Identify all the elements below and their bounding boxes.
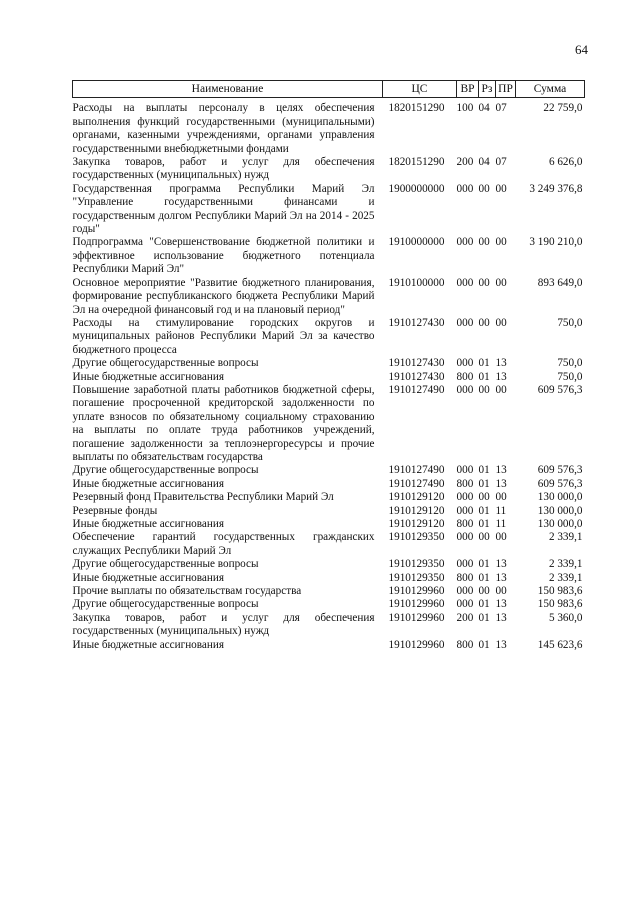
- row-pr-code: 11: [495, 504, 507, 517]
- row-cs-code: 1900000000: [388, 182, 445, 195]
- row-cs-code: 1910129350: [388, 558, 445, 571]
- row-pr-code: 00: [495, 182, 507, 195]
- row-cs-code: 1910100000: [388, 276, 445, 289]
- row-vr-code: 000: [456, 598, 474, 611]
- row-name: Другие общегосударственные вопросы: [72, 357, 259, 370]
- row-sum: 150 983,6: [537, 585, 583, 598]
- row-rz-code: 00: [478, 383, 490, 396]
- row-rz-code: 01: [478, 518, 490, 530]
- row-vr-code: 000: [456, 357, 474, 370]
- row-cs-code: 1910129960: [388, 585, 445, 598]
- row-rz-code: 00: [478, 182, 490, 195]
- page-number: 64: [575, 42, 588, 57]
- row-vr-code: 200: [456, 611, 474, 624]
- row-pr-code: 00: [495, 585, 507, 598]
- row-sum: 2 339,1: [548, 558, 583, 571]
- header-sum: Сумма: [516, 81, 585, 98]
- row-name: Прочие выплаты по обязательствам государства: [72, 585, 302, 598]
- row-name: Резервный фонд Правительства Республики Марий Эл: [72, 491, 334, 504]
- row-name: Другие общегосударственные вопросы: [72, 558, 259, 571]
- row-pr-code: 13: [495, 357, 507, 370]
- table-row: [73, 384, 585, 464]
- row-cs-code: 1820151290: [388, 156, 445, 169]
- row-rz-code: 01: [478, 611, 490, 624]
- row-sum: 750,0: [557, 370, 583, 383]
- table-row: [73, 98, 585, 156]
- table-row: [73, 371, 585, 384]
- table-row: [73, 572, 585, 585]
- row-rz-code: 00: [478, 276, 490, 289]
- budget-table: [72, 80, 585, 652]
- table-row: [73, 558, 585, 571]
- table-row: [73, 612, 585, 639]
- row-pr-code: 00: [495, 236, 507, 249]
- row-vr-code: 800: [456, 571, 474, 584]
- header-vr: ВР: [457, 81, 479, 98]
- row-name: Иные бюджетные ассигнования: [72, 571, 224, 584]
- row-pr-code: 00: [495, 491, 507, 504]
- table-row: [73, 491, 585, 504]
- row-cs-code: 1910127430: [388, 316, 445, 329]
- table-row: [73, 464, 585, 477]
- row-cs-code: 1910127490: [388, 464, 445, 477]
- row-vr-code: 800: [456, 638, 474, 651]
- row-sum: 2 339,1: [548, 531, 583, 544]
- row-vr-code: 000: [456, 531, 474, 544]
- row-name: Закупка товаров, работ и услуг для обеспечения государственных (муниципальных) нужд: [72, 611, 375, 638]
- row-rz-code: 01: [478, 638, 490, 651]
- row-name: Подпрограмма "Совершенствование бюджетной политики и эффективное использование бюджетного потенциала Республики Марий Эл": [72, 236, 375, 276]
- row-sum: 5 360,0: [548, 611, 583, 624]
- row-vr-code: 800: [456, 477, 474, 490]
- row-cs-code: 1910129960: [388, 638, 445, 651]
- row-pr-code: 13: [495, 638, 507, 651]
- row-vr-code: 000: [456, 585, 474, 598]
- row-pr-code: 07: [495, 156, 507, 169]
- row-sum: 130 000,0: [537, 518, 583, 530]
- row-vr-code: 000: [456, 383, 474, 396]
- row-cs-code: 1910129120: [388, 504, 445, 517]
- header-cs: ЦС: [383, 81, 457, 98]
- row-name: Иные бюджетные ассигнования: [72, 477, 224, 490]
- table-row: [73, 183, 585, 237]
- row-cs-code: 1910127490: [388, 383, 445, 396]
- table-header: [73, 81, 585, 98]
- row-vr-code: 000: [456, 316, 474, 329]
- row-sum: 609 576,3: [537, 464, 583, 477]
- row-sum: 893 649,0: [537, 276, 583, 289]
- row-pr-code: 00: [495, 531, 507, 544]
- row-pr-code: 13: [495, 598, 507, 611]
- header-name: Наименование: [73, 81, 383, 98]
- row-cs-code: 1910129120: [388, 491, 445, 504]
- row-rz-code: 00: [478, 236, 490, 249]
- header-rz: Рз: [479, 81, 496, 98]
- row-vr-code: 000: [456, 182, 474, 195]
- row-name: Другие общегосударственные вопросы: [72, 464, 259, 477]
- row-sum: 22 759,0: [543, 102, 583, 115]
- row-rz-code: 01: [478, 571, 490, 584]
- row-name: Основное мероприятие "Развитие бюджетного планирования, формирование республиканского бюджета Республики Марий Эл на очередной финансовый год и на плановый период": [72, 276, 375, 316]
- row-vr-code: 100: [456, 102, 474, 115]
- row-sum: 130 000,0: [537, 504, 583, 517]
- row-cs-code: 1910127490: [388, 477, 445, 490]
- row-cs-code: 1910127430: [388, 370, 445, 383]
- row-vr-code: 000: [456, 491, 474, 504]
- row-pr-code: 00: [495, 383, 507, 396]
- row-rz-code: 01: [478, 558, 490, 571]
- row-sum: 150 983,6: [537, 598, 583, 611]
- table-row: [73, 317, 585, 357]
- row-cs-code: 1910129960: [388, 598, 445, 611]
- row-rz-code: 01: [478, 464, 490, 477]
- row-sum: 609 576,3: [537, 383, 583, 396]
- row-rz-code: 01: [478, 477, 490, 490]
- row-sum: 750,0: [557, 316, 583, 329]
- row-sum: 3 249 376,8: [529, 182, 583, 195]
- row-name: Расходы на стимулирование городских округов и муниципальных районов Республики Марий Эл за качество бюджетного процесса: [72, 316, 375, 356]
- table-row: [73, 598, 585, 611]
- table-row: [73, 236, 585, 276]
- row-rz-code: 01: [478, 370, 490, 383]
- row-name: Государственная программа Республики Марий Эл "Управление государственными финансами и государственным долгом Республики Марий Эл на 2014 - 2025 годы": [72, 182, 375, 236]
- row-pr-code: 13: [495, 611, 507, 624]
- row-cs-code: 1910127430: [388, 357, 445, 370]
- row-rz-code: 00: [478, 316, 490, 329]
- row-pr-code: 13: [495, 464, 507, 477]
- row-sum: 750,0: [557, 357, 583, 370]
- row-sum: 130 000,0: [537, 491, 583, 504]
- table-row: [73, 639, 585, 652]
- table-row: [73, 518, 585, 531]
- row-name: Повышение заработной платы работников бюджетной сферы, погашение просроченной кредиторской задолженности по уплате взносов по обязательному социальному страхованию на выплаты по оплате труда работников учреждений, погашение задолженности за теплоэнергоресурсы и прочие выплаты по обязательствам государства: [72, 383, 375, 463]
- row-rz-code: 01: [478, 598, 490, 611]
- row-sum: 3 190 210,0: [529, 236, 583, 249]
- table-row: [73, 277, 585, 317]
- row-pr-code: 00: [495, 276, 507, 289]
- table-body: [73, 98, 585, 652]
- row-sum: 609 576,3: [537, 477, 583, 490]
- row-vr-code: 000: [456, 504, 474, 517]
- row-vr-code: 000: [456, 558, 474, 571]
- table-row: [73, 585, 585, 598]
- row-cs-code: 1910000000: [388, 236, 445, 249]
- row-vr-code: 000: [456, 276, 474, 289]
- table-row: [73, 357, 585, 370]
- row-pr-code: 13: [495, 558, 507, 571]
- row-cs-code: 1820151290: [388, 102, 445, 115]
- row-pr-code: 00: [495, 316, 507, 329]
- table-row: [73, 156, 585, 183]
- row-cs-code: 1910129120: [388, 518, 445, 530]
- row-cs-code: 1910129350: [388, 571, 445, 584]
- row-name: Иные бюджетные ассигнования: [72, 370, 224, 383]
- row-sum: 2 339,1: [548, 571, 583, 584]
- row-vr-code: 800: [456, 518, 474, 530]
- row-name: Расходы на выплаты персоналу в целях обеспечения выполнения функций государственными (муниципальными) органами, казенными учреждениями, органами управления государственными внебюджетными фондами: [72, 102, 375, 155]
- row-rz-code: 00: [478, 491, 490, 504]
- row-rz-code: 04: [478, 102, 490, 115]
- row-pr-code: 13: [495, 370, 507, 383]
- table-row: [73, 531, 585, 558]
- header-pr: ПР: [496, 81, 516, 98]
- row-pr-code: 13: [495, 571, 507, 584]
- row-cs-code: 1910129960: [388, 611, 445, 624]
- row-name: Закупка товаров, работ и услуг для обеспечения государственных (муниципальных) нужд: [72, 156, 375, 182]
- row-name: Другие общегосударственные вопросы: [72, 598, 259, 611]
- row-vr-code: 000: [456, 236, 474, 249]
- row-rz-code: 00: [478, 531, 490, 544]
- row-vr-code: 200: [456, 156, 474, 169]
- row-sum: 6 626,0: [548, 156, 583, 169]
- row-vr-code: 000: [456, 464, 474, 477]
- table-row: [73, 478, 585, 491]
- row-rz-code: 00: [478, 585, 490, 598]
- row-rz-code: 01: [478, 357, 490, 370]
- row-name: Резервные фонды: [72, 504, 158, 517]
- table-row: [73, 505, 585, 518]
- row-cs-code: 1910129350: [388, 531, 445, 544]
- row-pr-code: 13: [495, 477, 507, 490]
- row-name: Обеспечение гарантий государственных гражданских служащих Республики Марий Эл: [72, 531, 375, 557]
- row-rz-code: 01: [478, 504, 490, 517]
- row-vr-code: 800: [456, 370, 474, 383]
- row-pr-code: 11: [495, 518, 507, 530]
- row-sum: 145 623,6: [537, 638, 583, 651]
- row-name: Иные бюджетные ассигнования: [72, 518, 224, 530]
- row-pr-code: 07: [495, 102, 507, 115]
- row-rz-code: 04: [478, 156, 490, 169]
- row-name: Иные бюджетные ассигнования: [72, 638, 224, 651]
